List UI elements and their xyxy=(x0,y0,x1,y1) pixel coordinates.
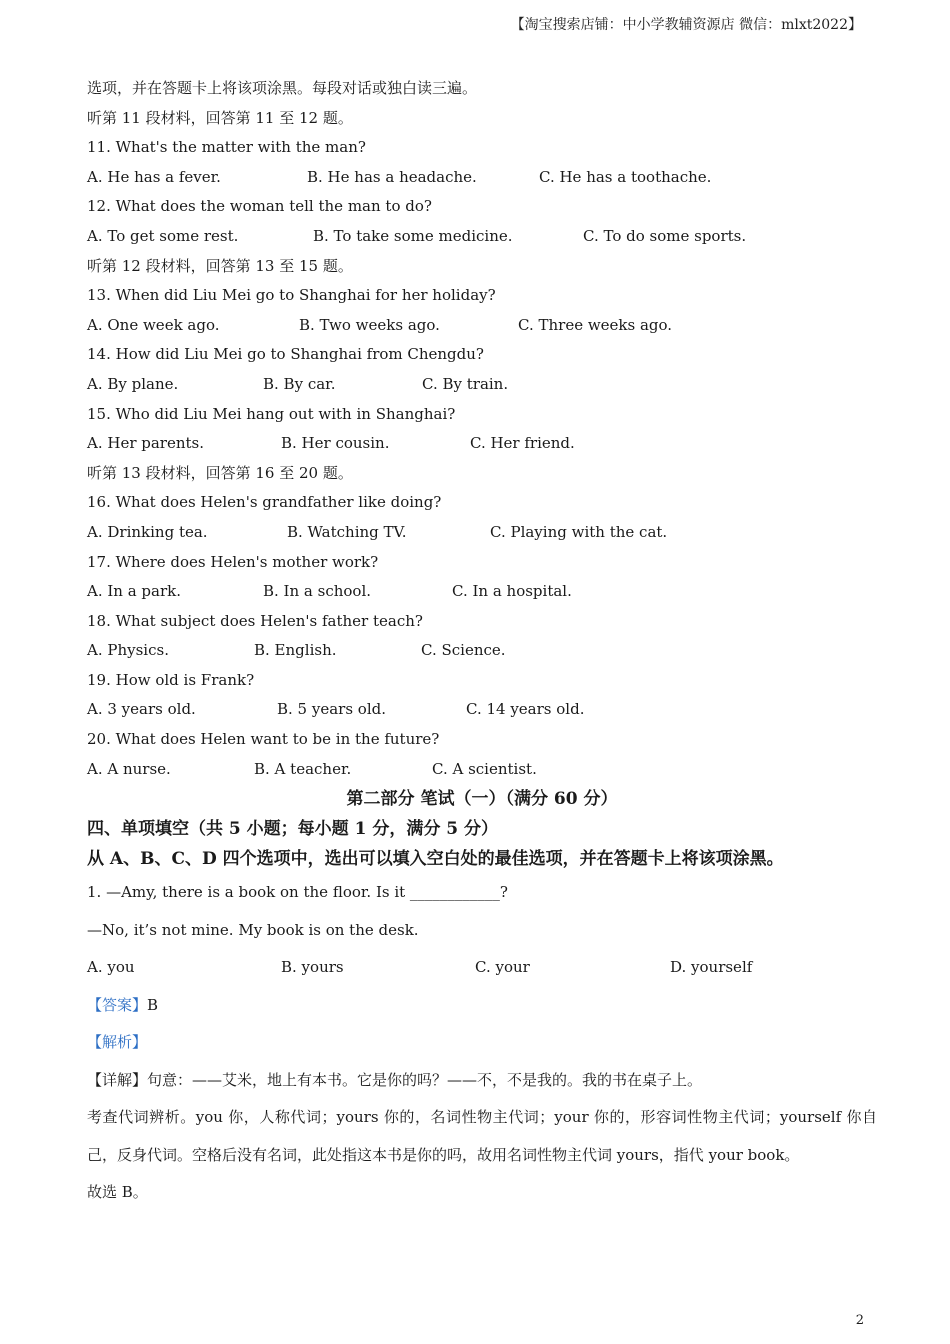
option-b: B. English. xyxy=(254,641,337,660)
option-a: A. He has a fever. xyxy=(87,167,221,186)
instruction-text: 从 A、B、C、D 四个选项中，选出可以填入空白处的最佳选项，并在答题卡上将该项涂黑。 xyxy=(87,849,784,870)
option-a: A. you xyxy=(87,958,135,977)
section-heading: 听第 12 段材料，回答第 13 至 15 题。 xyxy=(87,256,353,275)
option-a: A. To get some rest. xyxy=(87,226,239,245)
option-c: C. By train. xyxy=(422,374,509,393)
options-row xyxy=(87,518,877,548)
question-text: 18. What subject does Helen's father teach? xyxy=(87,611,423,630)
options-row xyxy=(87,311,877,341)
option-a: A. Drinking tea. xyxy=(87,522,208,541)
answer-tag: 【答案】 xyxy=(87,995,148,1014)
option-d: D. yourself xyxy=(670,958,753,977)
option-a: A. Her parents. xyxy=(87,434,205,453)
option-c: C. your xyxy=(475,958,530,977)
question-text: 11. What's the matter with the man? xyxy=(87,138,366,157)
page-number: 2 xyxy=(855,1313,864,1328)
options-row xyxy=(87,429,877,459)
option-b: B. A teacher. xyxy=(254,759,352,778)
intro-text: 选项，并在答题卡上将该项涂黑。每段对话或独白读三遍。 xyxy=(87,79,478,97)
section-heading: 听第 13 段材料，回答第 16 至 20 题。 xyxy=(87,463,353,482)
option-b: B. Her cousin. xyxy=(281,434,390,453)
page-header: 【淘宝搜索店铺：中小学教辅资源店 微信：mlxt2022】 xyxy=(510,17,862,33)
analysis-label: 【解析】 xyxy=(87,1033,148,1052)
question-text: 14. How did Liu Mei go to Shanghai from Chengdu? xyxy=(87,345,484,364)
option-c: C. Three weeks ago. xyxy=(518,315,673,334)
option-b: B. In a school. xyxy=(263,582,372,601)
question-text: 19. How old is Frank? xyxy=(87,670,255,689)
q1-stem: 1. —Amy, there is a book on the floor. Is it ____________? xyxy=(87,883,508,902)
option-a: A. In a park. xyxy=(87,582,182,601)
explanation-text: 考查代词辨析。you 你，人称代词；yours 你的，名词性物主代词；your 你的，形容词性物主代词；yourself 你自己，反身代词。空格后没有名词，此处指这本书是你的吗，故用名词性物主代词 yours，指代 your book。 xyxy=(87,1108,877,1164)
options-row xyxy=(87,755,877,785)
answer-value: B xyxy=(147,995,159,1014)
option-c: C. Science. xyxy=(421,641,506,660)
option-b: B. By car. xyxy=(263,374,336,393)
question-text: 15. Who did Liu Mei hang out with in Shanghai? xyxy=(87,404,456,423)
question-text: 13. When did Liu Mei go to Shanghai for her holiday? xyxy=(87,286,496,305)
question-text: 17. Where does Helen's mother work? xyxy=(87,552,379,571)
conclusion-text: 故选 B。 xyxy=(87,1183,148,1202)
option-b: B. He has a headache. xyxy=(307,167,477,186)
option-c: C. A scientist. xyxy=(432,759,537,778)
detail-text: 句意：——艾米，地上有本书。它是你的吗？——不，不是我的。我的书在桌子上。 xyxy=(147,1070,703,1089)
part-title: 第二部分 笔试（一）（满分 60 分） xyxy=(346,789,618,810)
option-a: A. One week ago. xyxy=(87,315,220,334)
option-c: C. Her friend. xyxy=(470,434,575,453)
answer-line xyxy=(87,987,877,1025)
option-b: B. 5 years old. xyxy=(277,700,386,719)
option-b: B. To take some medicine. xyxy=(313,226,513,245)
detail-line xyxy=(87,1062,877,1100)
option-b: B. Watching TV. xyxy=(287,522,407,541)
option-a: A. 3 years old. xyxy=(87,700,196,719)
options-row xyxy=(87,577,877,607)
options-row xyxy=(87,949,877,987)
analysis-tag xyxy=(87,1024,877,1062)
option-c: C. He has a toothache. xyxy=(539,167,712,186)
option-a: A. By plane. xyxy=(87,374,179,393)
question-text: 12. What does the woman tell the man to do? xyxy=(87,197,432,216)
option-a: A. A nurse. xyxy=(87,759,171,778)
section-heading: 听第 11 段材料，回答第 11 至 12 题。 xyxy=(87,108,353,127)
options-row xyxy=(87,370,877,400)
option-c: C. 14 years old. xyxy=(466,700,585,719)
option-c: C. In a hospital. xyxy=(452,582,572,601)
q1-reply: —No, it’s not mine. My book is on the desk. xyxy=(87,920,419,939)
options-row xyxy=(87,695,877,725)
option-b: B. Two weeks ago. xyxy=(299,315,440,334)
detail-tag: 【详解】 xyxy=(87,1070,148,1089)
option-a: A. Physics. xyxy=(87,641,169,660)
options-row xyxy=(87,163,877,193)
question-text: 16. What does Helen's grandfather like doing? xyxy=(87,493,442,512)
options-row xyxy=(87,222,877,252)
option-c: C. To do some sports. xyxy=(583,226,747,245)
section-title: 四、单项填空（共 5 小题；每小题 1 分，满分 5 分） xyxy=(87,819,498,840)
page-content xyxy=(87,74,877,1212)
options-row xyxy=(87,636,877,666)
option-c: C. Playing with the cat. xyxy=(490,522,668,541)
question-text: 20. What does Helen want to be in the future? xyxy=(87,730,440,749)
option-b: B. yours xyxy=(281,958,344,977)
